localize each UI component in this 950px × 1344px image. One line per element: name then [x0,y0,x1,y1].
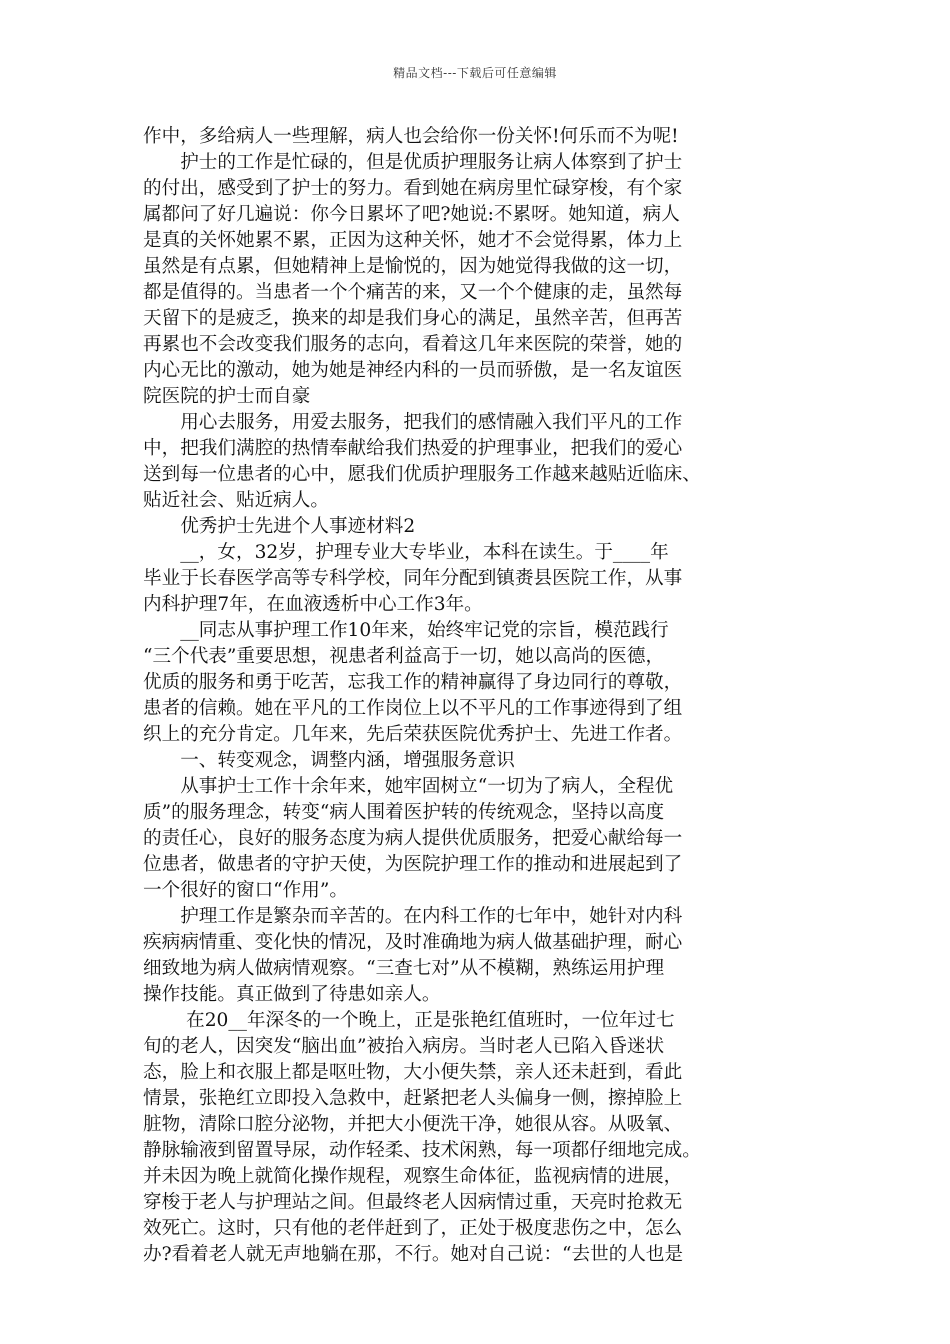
text-line: 护理工作是繁杂而辛苦的。在内科工作的七年中，她针对内科 [143,906,683,927]
text-line: 并未因为晚上就简化操作规程，观察生命体征，监视病情的进展， [143,1166,683,1187]
text-line: 细致地为病人做病情观察。“三查七对”从不模糊，熟练运用护理 [143,958,665,979]
text-line: 内科护理7年，在血液透析中心工作3年。 [143,594,483,615]
text-line: 一、转变观念，调整内涵，增强服务意识 [143,750,515,771]
text-line: “三个代表”重要思想，视患者利益高于一切，她以高尚的医德， [143,646,665,667]
text-line: __，女，32岁，护理专业大专毕业，本科在读生。于____年 [143,542,669,563]
text-line: 毕业于长春医学高等专科学校，同年分配到镇赉县医院工作，从事 [143,568,683,589]
text-line: 护士的工作是忙碌的，但是优质护理服务让病人体察到了护士 [143,152,683,173]
text-line: 位患者，做患者的守护天使，为医院护理工作的推动和进展起到了 [143,854,683,875]
text-line: 的责任心，良好的服务态度为病人提供优质服务，把爱心献给每一 [143,828,683,849]
text-line: 效死亡。这时，只有他的老伴赶到了，正处于极度悲伤之中，怎么 [143,1218,683,1239]
text-line: 再累也不会改变我们服务的志向，看着这几年来医院的荣誉，她的 [143,334,683,355]
text-line: 一个很好的窗口“作用”。 [143,880,348,901]
text-line: 在20__年深冬的一个晚上，正是张艳红值班时，一位年过七 [143,1010,675,1031]
text-line: 的付出，感受到了护士的努力。看到她在病房里忙碌穿梭，有个家 [143,178,683,199]
text-line: 院医院的护士而自豪 [143,386,311,407]
text-line: 操作技能。真正做到了待患如亲人。 [143,984,441,1005]
text-line: 虽然是有点累，但她精神上是愉悦的，因为她觉得我做的这一切， [143,256,683,277]
text-line: 天留下的是疲乏，换来的却是我们身心的满足，虽然辛苦，但再苦 [143,308,683,329]
text-line: 都是值得的。当患者一个个痛苦的来，又一个个健康的走，虽然每 [143,282,683,303]
text-line: 内心无比的激动，她为她是神经内科的一员而骄傲，是一名友谊医 [143,360,683,381]
text-line: 贴近社会、贴近病人。 [143,490,329,511]
text-line: 脏物，清除口腔分泌物，并把大小便洗干净，她很从容。从吸氧、 [143,1114,683,1135]
text-line: 从事护士工作十余年来，她牢固树立“一切为了病人，全程优 [143,776,674,797]
text-line: 患者的信赖。她在平凡的工作岗位上以不平凡的工作事迹得到了组 [143,698,683,719]
text-line: 用心去服务，用爱去服务，把我们的感情融入我们平凡的工作 [143,412,683,433]
text-line: 质”的服务理念，转变“病人围着医护转的传统观念，坚持以高度 [143,802,665,823]
text-line: 办?看着老人就无声地躺在那，不行。她对自己说：“去世的人也是 [143,1244,684,1265]
text-line: 送到每一位患者的心中，愿我们优质护理服务工作越来越贴近临床、 [143,464,701,485]
text-line: 情景，张艳红立即投入急救中，赶紧把老人头偏身一侧，擦掉脸上 [143,1088,683,1109]
text-line: 中，把我们满腔的热情奉献给我们热爱的护理事业，把我们的爱心 [143,438,683,459]
text-line: 优质的服务和勇于吃苦，忘我工作的精神赢得了身边同行的尊敬， [143,672,683,693]
text-line: 旬的老人，因突发“脑出血”被抬入病房。当时老人已陷入昏迷状 [143,1036,665,1057]
text-line: 作中，多给病人一些理解，病人也会给你一份关怀!何乐而不为呢! [143,126,679,147]
text-line: 属都问了好几遍说：你今日累坏了吧?她说:不累呀。她知道，病人 [143,204,680,225]
text-line: 是真的关怀她累不累，正因为这种关怀，她才不会觉得累，体力上 [143,230,683,251]
text-line: __同志从事护理工作10年来，始终牢记党的宗旨，模范践行 [143,620,669,641]
text-line: 织上的充分肯定。几年来，先后荣获医院优秀护士、先进工作者。 [143,724,683,745]
document-body [143,124,815,1268]
text-line: 态，脸上和衣服上都是呕吐物，大小便失禁，亲人还未赶到，看此 [143,1062,683,1083]
text-line: 穿梭于老人与护理站之间。但最终老人因病情过重，天亮时抢救无 [143,1192,683,1213]
text-line: 静脉输液到留置导尿，动作轻柔、技术闲熟，每一项都仔细地完成。 [143,1140,701,1161]
text-line: 优秀护士先进个人事迹材料2 [143,516,416,537]
text-line: 疾病病情重、变化快的情况，及时准确地为病人做基础护理，耐心 [143,932,683,953]
page-header: 精品文档---下载后可任意编辑 [393,66,557,80]
